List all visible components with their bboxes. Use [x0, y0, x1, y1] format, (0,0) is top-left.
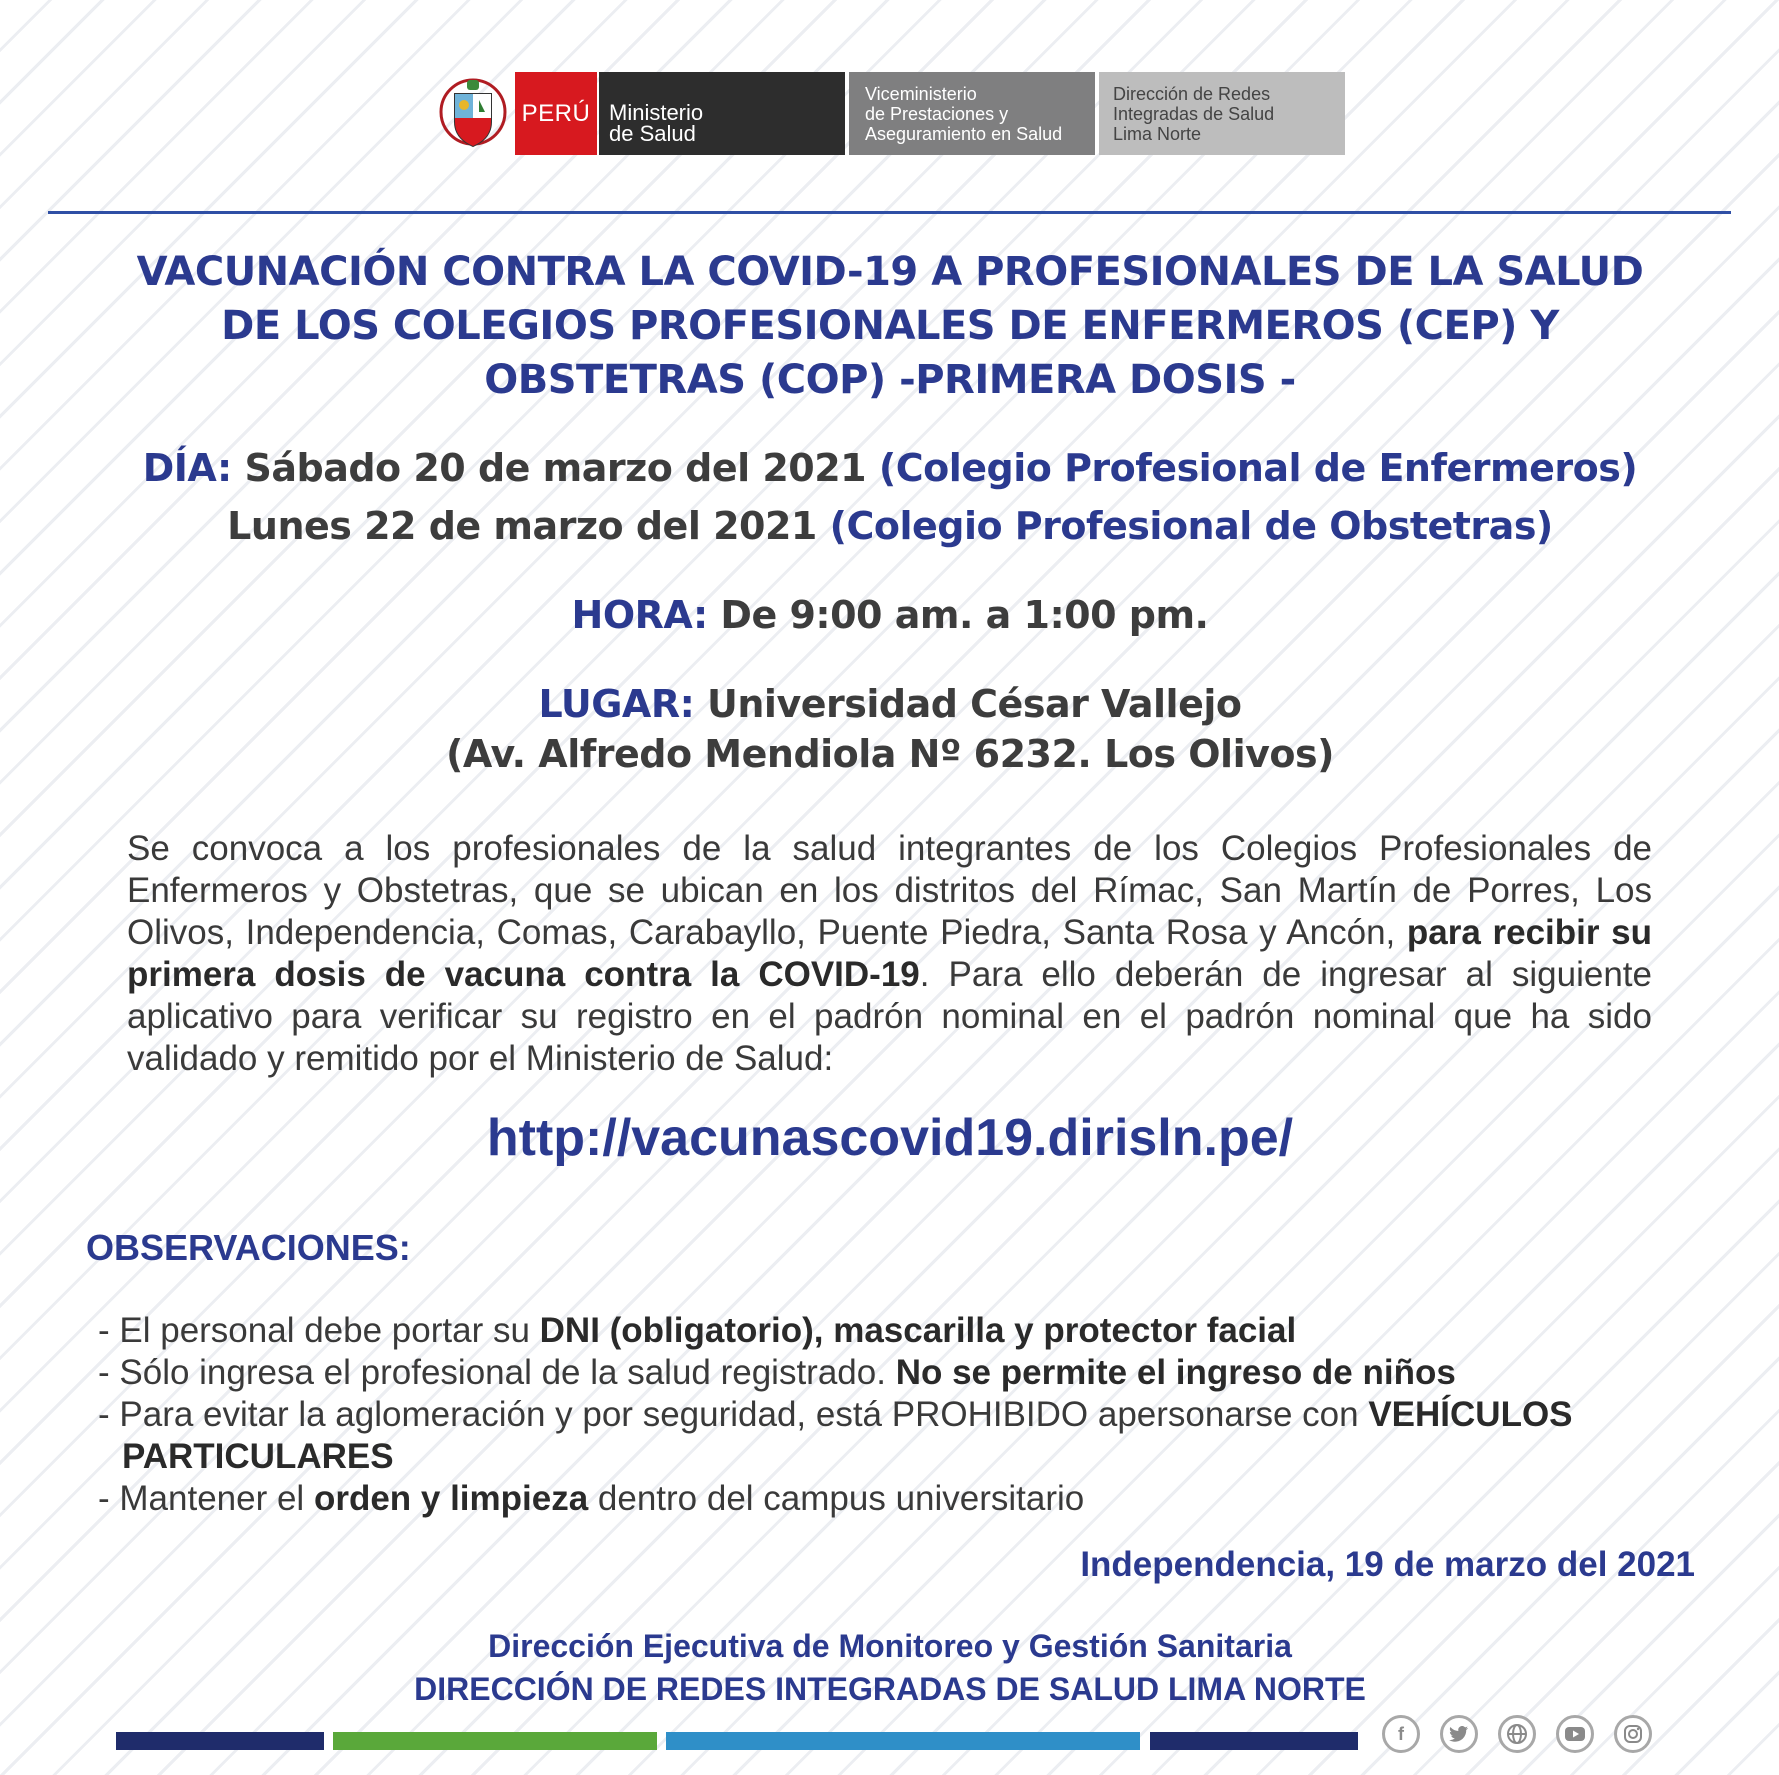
lugar-line: LUGAR: Universidad César Vallejo [538, 682, 1242, 726]
ministerio-brand: Ministerio de Salud [599, 72, 845, 155]
dia-line-1: DÍA: Sábado 20 de marzo del 2021 (Colegio Profesional de Enfermeros) [142, 446, 1638, 490]
observaciones-heading: OBSERVACIONES: [86, 1227, 411, 1268]
social-links [1382, 1715, 1652, 1753]
footer-bar-blue [666, 1732, 1140, 1750]
footer-line-1: Dirección Ejecutiva de Monitoreo y Gestión Sanitaria [488, 1628, 1292, 1664]
list-item: - Sólo ingresa el profesional de la salud registrado. No se permite el ingreso de niños [98, 1353, 1456, 1392]
lugar-address: (Av. Alfredo Mendiola Nº 6232. Los Olivos) [446, 732, 1334, 776]
footer-bar-navy [116, 1732, 324, 1750]
observaciones-list [98, 1310, 1698, 1520]
date-line: Independencia, 19 de marzo del 2021 [1080, 1545, 1695, 1584]
dia-line-2: Lunes 22 de marzo del 2021 (Colegio Profesional de Obstetras) [227, 504, 1553, 548]
twitter-icon[interactable] [1440, 1715, 1478, 1753]
peru-brand: PERÚ [515, 72, 597, 155]
footer-bar-navy-2 [1150, 1732, 1358, 1750]
header-divider [48, 211, 1731, 214]
footer-bar-green [333, 1732, 657, 1750]
registration-link[interactable]: http://vacunascovid19.dirisln.pe/ [486, 1109, 1294, 1167]
hora-line: HORA: De 9:00 am. a 1:00 pm. [571, 593, 1209, 637]
body-paragraph: Se convoca a los profesionales de la salud integrantes de los Colegios Profesionales de Enfermeros y Obstetras, que se ubican en los distritos del Rímac, San Martín de Porres, Los Olivos, Independencia, Comas, Carabayllo, Puente Piedra, Santa Rosa y Ancón, para recibir su primera dosis de vacuna contra la COVID-19. Para ello deberán de ingresar al siguiente aplicativo para verificar su registro en el padrón nominal en el padrón nominal que ha sido validado y remitido por el Ministerio de Salud: [127, 829, 1652, 1078]
list-item: - Mantener el orden y limpieza dentro del campus universitario [98, 1479, 1085, 1518]
direccion-brand: Dirección de Redes Integradas de Salud Lima Norte [1099, 72, 1345, 155]
list-item: - Para evitar la aglomeración y por seguridad, está PROHIBIDO apersonarse con VEHÍCULOS PARTICULARES [98, 1395, 1573, 1476]
page-title: VACUNACIÓN CONTRA LA COVID-19 A PROFESIONALES DE LA SALUD DE LOS COLEGIOS PROFESIONALES DE ENFERMEROS (CEP) Y OBSTETRAS (COP) -PRIMERA DOSIS - [136, 249, 1644, 403]
web-icon[interactable] [1498, 1715, 1536, 1753]
peru-coat-of-arms-icon [437, 72, 509, 155]
facebook-icon[interactable]: f [1382, 1715, 1420, 1753]
instagram-icon[interactable] [1614, 1715, 1652, 1753]
header-logos [437, 72, 1345, 155]
list-item: - El personal debe portar su DNI (obligatorio), mascarilla y protector facial [98, 1311, 1297, 1350]
viceministerio-brand: Viceministerio de Prestaciones y Aseguramiento en Salud [849, 72, 1095, 155]
footer-line-2: DIRECCIÓN DE REDES INTEGRADAS DE SALUD LIMA NORTE [414, 1671, 1366, 1707]
youtube-icon[interactable] [1556, 1715, 1594, 1753]
